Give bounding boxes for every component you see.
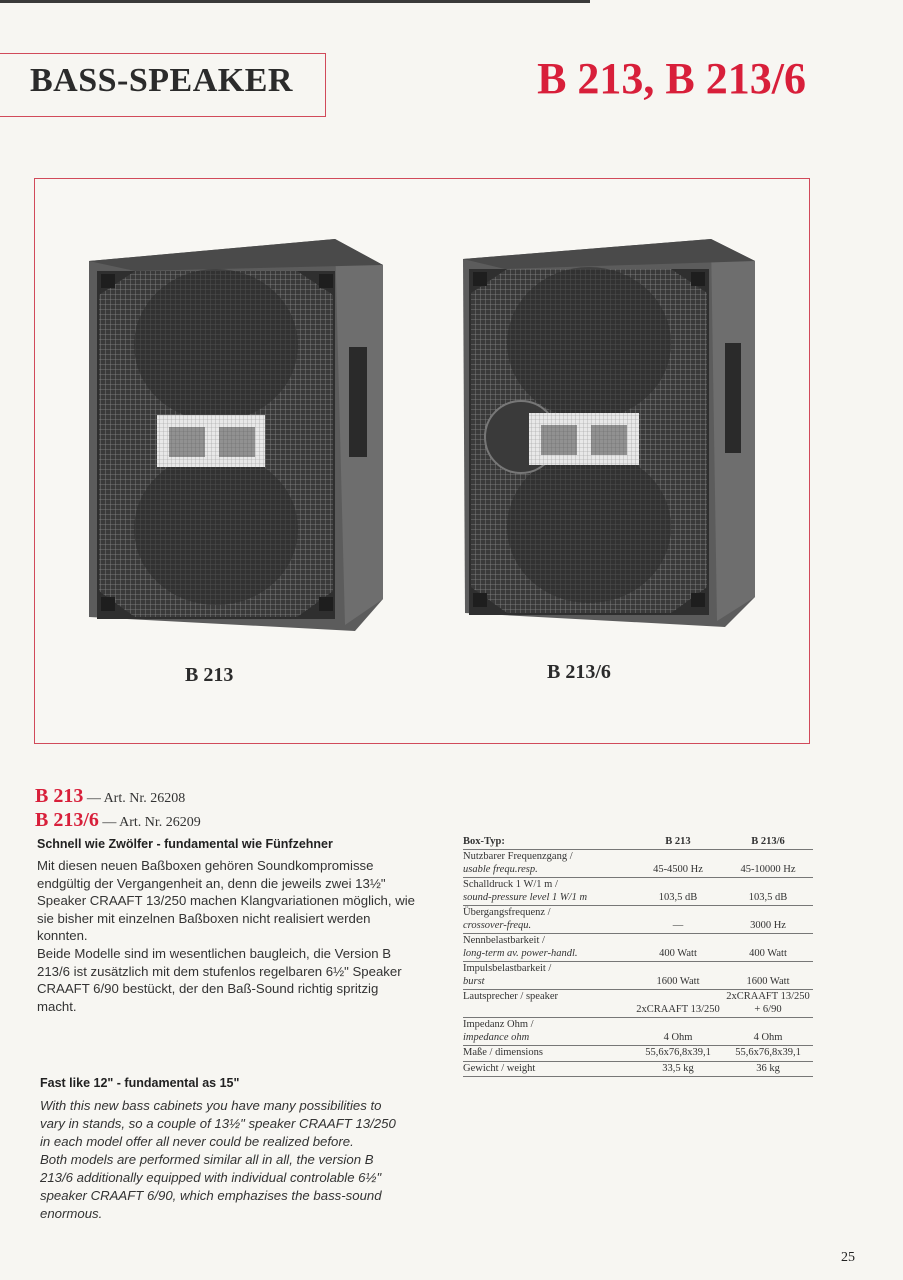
article-number: — Art. Nr. 26208: [83, 791, 186, 806]
spec-header-label: Box-Typ:: [463, 836, 505, 847]
english-heading: Fast like 12" - fundamental as 15": [40, 1076, 240, 1090]
spec-value: 2xCRAAFT 13/250: [633, 990, 723, 1018]
table-row: [463, 1018, 813, 1046]
table-row: [463, 1061, 813, 1077]
spec-label-en: sound-pressure level 1 W/1 m: [463, 891, 588, 903]
spec-header-b213-6: B 213/6: [751, 836, 785, 847]
spec-value: 400 Watt: [723, 934, 813, 962]
spec-label-en: usable frequ.resp.: [463, 863, 538, 875]
spec-value: 1600 Watt: [723, 962, 813, 990]
german-paragraph: Beide Modelle sind im wesentlichen baugleich, die Version B 213/6 ist zusätzlich mit dem stufenlos regelbaren 6½" Speaker CRAAFT 6/90 bestückt, der den Baß-Sound richtig spritzig macht.: [37, 945, 402, 1014]
spec-label-en: long-term av. power-handl.: [463, 947, 578, 959]
article-model: B 213/6: [35, 809, 99, 831]
table-row: [463, 850, 813, 878]
spec-value: 1600 Watt: [633, 962, 723, 990]
spec-value: 55,6x76,8x39,1: [723, 1046, 813, 1062]
spec-value: 4 Ohm: [723, 1018, 813, 1046]
spec-label: Lautsprecher / speaker: [463, 991, 559, 1002]
page-number: 25: [841, 1250, 855, 1265]
german-heading: Schnell wie Zwölfer - fundamental wie Fünfzehner: [37, 837, 333, 851]
spec-value: 2xCRAAFT 13/250 + 6/90: [723, 990, 813, 1018]
english-paragraph: With this new bass cabinets you have many possibilities to vary in stands, so a couple of 13½" speaker CRAAFT 13/250 in each model offer all never could be realized before.: [40, 1098, 396, 1149]
spec-value: 4 Ohm: [633, 1018, 723, 1046]
spec-label: Gewicht / weight: [463, 1062, 536, 1074]
spec-value: 45-10000 Hz: [723, 850, 813, 878]
spec-label: Maße / dimensions: [463, 1047, 543, 1058]
spec-label-en: impedance ohm: [463, 1031, 530, 1043]
spec-label: Übergangsfrequenz /: [463, 907, 551, 918]
spec-value: —: [633, 906, 723, 934]
spec-header-b213: B 213: [665, 836, 691, 847]
product-photo-frame: [34, 178, 810, 744]
spec-value: 3000 Hz: [723, 906, 813, 934]
models-heading: B 213, B 213/6: [537, 54, 806, 103]
article-number: — Art. Nr. 26209: [98, 815, 201, 830]
table-row: [463, 990, 813, 1018]
table-row: [463, 962, 813, 990]
speaker-photo: [35, 179, 811, 745]
table-row: [463, 1046, 813, 1062]
spec-label: Schalldruck 1 W/1 m /: [463, 879, 558, 890]
spec-label-en: burst: [463, 975, 485, 987]
spec-table-header: [463, 836, 813, 850]
table-row: [463, 906, 813, 934]
spec-label: Impedanz Ohm /: [463, 1019, 534, 1030]
spec-value: 55,6x76,8x39,1: [633, 1046, 723, 1062]
speaker-cabinet-b213: [89, 239, 383, 631]
article-line: [35, 785, 185, 808]
spec-label: Impulsbelastbarkeit /: [463, 963, 552, 974]
spec-value: 33,5 kg: [633, 1061, 723, 1077]
section-title: BASS-SPEAKER: [30, 62, 293, 99]
spec-table: [463, 836, 813, 1077]
spec-value: 36 kg: [723, 1061, 813, 1077]
german-text: [37, 857, 417, 1015]
spec-label-en: crossover-frequ.: [463, 919, 532, 931]
table-row: [463, 878, 813, 906]
spec-value: 103,5 dB: [723, 878, 813, 906]
german-paragraph: Mit diesen neuen Baßboxen gehören Soundkompromisse endgültig der Vergangenheit an, denn die jeweils zwei 13½" Speaker CRAAFT 13/250 machen Klangvariationen möglich, wie sie bisher mit einzelnen Baßboxen nicht realisiert werden konnten.: [37, 858, 416, 944]
top-rule: [0, 0, 590, 3]
spec-value: 45-4500 Hz: [633, 850, 723, 878]
speaker-cabinet-b213-6: [463, 239, 755, 627]
article-model: B 213: [35, 785, 84, 807]
spec-value: 103,5 dB: [633, 878, 723, 906]
table-row: [463, 934, 813, 962]
english-text: [40, 1097, 400, 1223]
spec-label: Nennbelastbarkeit /: [463, 935, 545, 946]
caption-b213-6: B 213/6: [547, 661, 611, 683]
english-paragraph: Both models are performed similar all in all, the version B 213/6 additionally equipped with individual controlable 6½" speaker CRAAFT 6/90, which emphazises the bass-sound enormous.: [40, 1152, 382, 1221]
spec-label: Nutzbarer Frequenzgang /: [463, 851, 573, 862]
article-line: [35, 809, 201, 832]
spec-value: 400 Watt: [633, 934, 723, 962]
caption-b213: B 213: [185, 664, 234, 686]
